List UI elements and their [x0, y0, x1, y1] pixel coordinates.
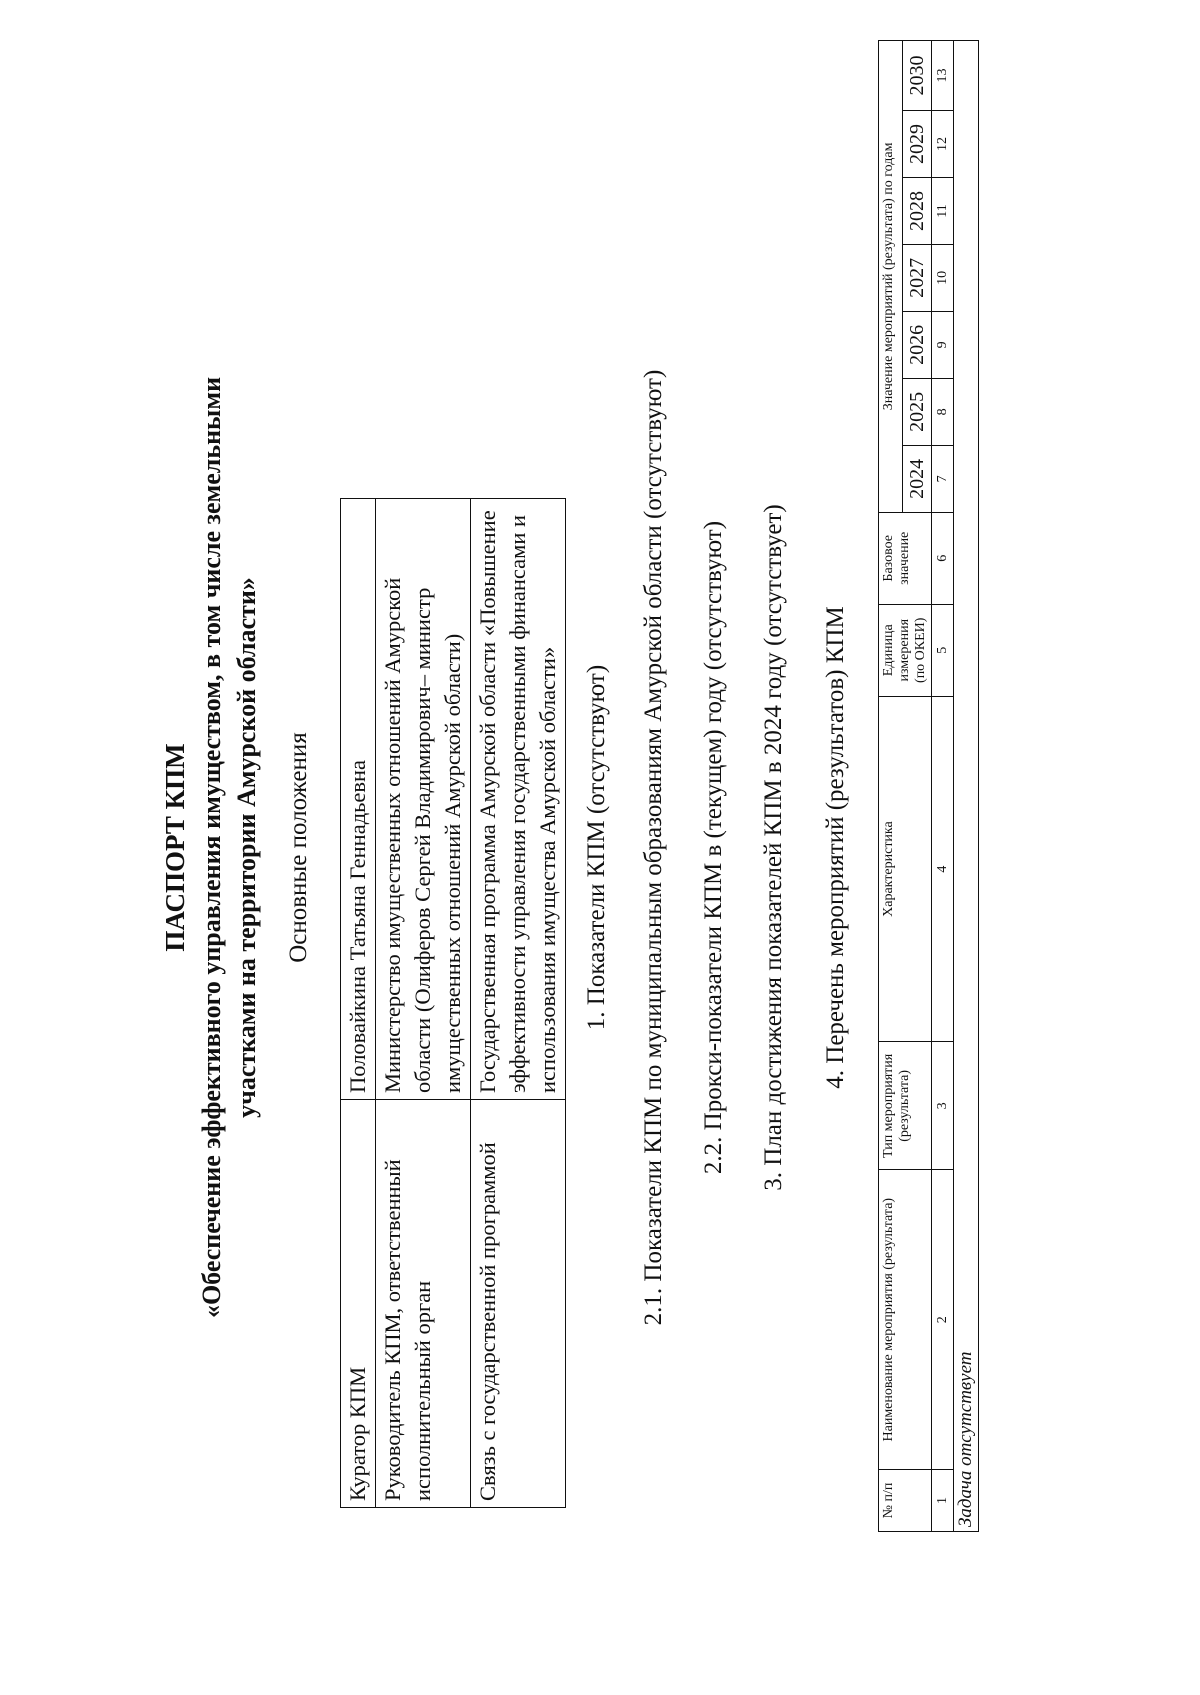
row-value: Министерство имущественных отношений Амурской области (Олиферов Сергей Владимирович– министр имущественных отношений Амурской области) — [376, 499, 471, 1100]
header-characteristic: Характеристика — [879, 696, 932, 1042]
section-1-heading: 1. Показатели КПМ (отсутствуют) — [583, 664, 610, 1031]
task-row: Задача отсутствует — [954, 41, 979, 1532]
column-number: 4 — [932, 696, 954, 1042]
table-row — [954, 41, 979, 1532]
column-number: 11 — [932, 177, 954, 244]
column-number: 7 — [932, 445, 954, 512]
table-row — [471, 499, 566, 1508]
header-year: 2026 — [903, 311, 932, 378]
table-header-row — [879, 41, 903, 1532]
column-number: 13 — [932, 41, 954, 111]
section-3-heading: 3. План достижения показателей КПМ в 2024 году (отсутствует) — [760, 504, 787, 1191]
header-num: № п/п — [879, 1470, 932, 1532]
activities-table — [878, 40, 979, 1532]
header-year: 2030 — [903, 41, 932, 111]
column-number: 1 — [932, 1470, 954, 1532]
column-numbers-row — [932, 41, 954, 1532]
column-number: 6 — [932, 512, 954, 604]
column-number: 2 — [932, 1170, 954, 1470]
section-4-heading: 4. Перечень мероприятий (результатов) КПМ — [822, 606, 849, 1089]
table-row — [341, 499, 376, 1508]
header-year: 2027 — [903, 244, 932, 311]
document-subtitle-line1: «Обеспечение эффективного управления имуществом, в том числе земельными — [197, 376, 226, 1319]
header-year: 2028 — [903, 177, 932, 244]
basic-provisions-table — [340, 498, 566, 1508]
header-year: 2024 — [903, 445, 932, 512]
row-value: Государственная программа Амурской области «Повышение эффективности управления государственными финансами и использования имущества Амурской области» — [471, 499, 566, 1100]
row-label: Связь с государственной программой — [471, 1100, 566, 1508]
section-2-1-heading: 2.1. Показатели КПМ по муниципальным образованиям Амурской области (отсутствуют) — [640, 369, 667, 1326]
header-name: Наименование мероприятия (результата) — [879, 1170, 932, 1470]
header-type: Тип мероприятия (результата) — [879, 1042, 932, 1170]
row-value: Половайкина Татьяна Геннадьевна — [341, 499, 376, 1100]
header-values-group: Значение мероприятий (результата) по годам — [879, 41, 903, 513]
column-number: 3 — [932, 1042, 954, 1170]
row-label: Руководитель КПМ, ответственный исполнительный орган — [376, 1100, 471, 1508]
header-year: 2025 — [903, 378, 932, 445]
row-label: Куратор КПМ — [341, 1100, 376, 1508]
column-number: 9 — [932, 311, 954, 378]
header-unit: Единица измерения (по ОКЕИ) — [879, 604, 932, 696]
table-row — [376, 499, 471, 1508]
section-2-2-heading: 2.2. Прокси-показатели КПМ в (текущем) году (отсутствуют) — [700, 520, 727, 1175]
document-title: ПАСПОРТ КПМ — [160, 743, 190, 952]
column-number: 12 — [932, 111, 954, 178]
basic-provisions-heading: Основные положения — [285, 732, 312, 963]
document-subtitle-line2: участками на территории Амурской области» — [232, 577, 261, 1118]
column-number: 5 — [932, 604, 954, 696]
header-base: Базовое значение — [879, 512, 932, 604]
column-number: 10 — [932, 244, 954, 311]
header-year: 2029 — [903, 111, 932, 178]
column-number: 8 — [932, 378, 954, 445]
